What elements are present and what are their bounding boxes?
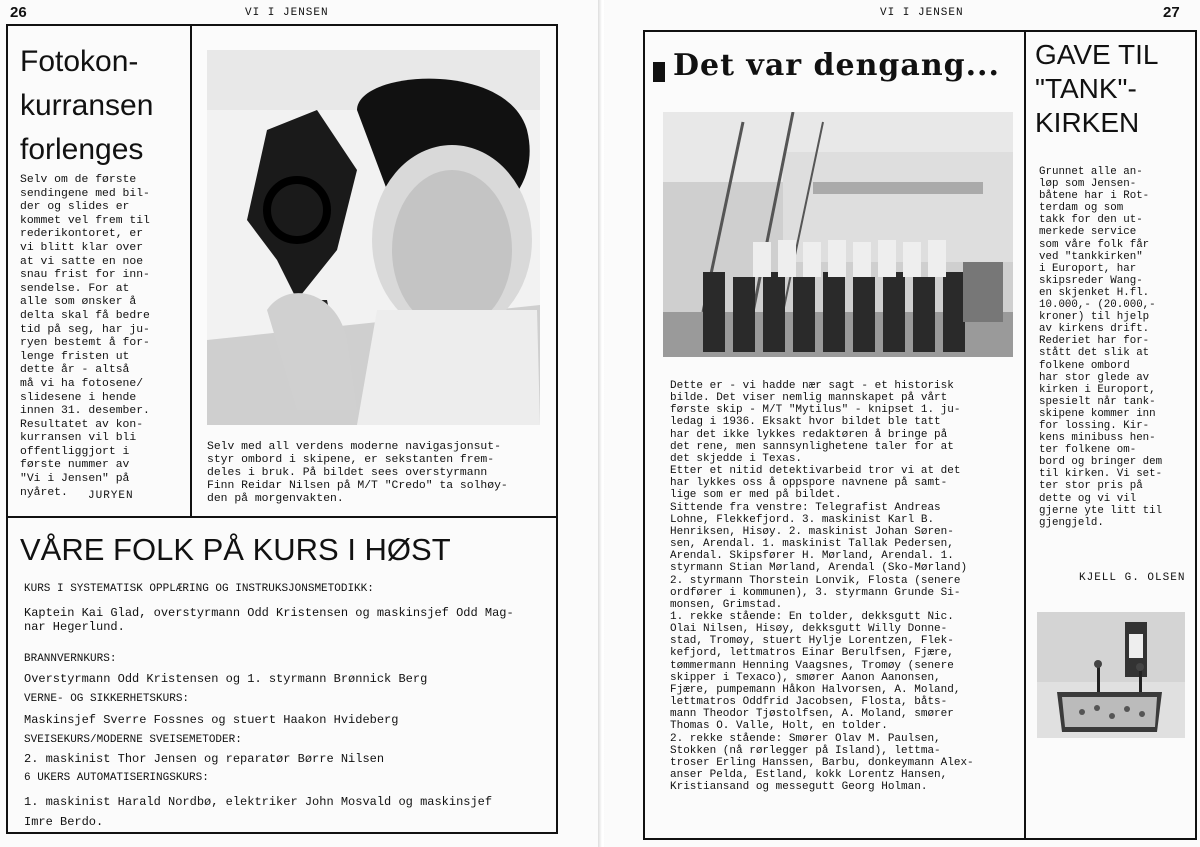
courses-headline: VÅRE FOLK PÅ KURS I HØST <box>20 532 451 567</box>
running-head: VI I JENSEN <box>880 7 964 19</box>
course-participants: 1. maskinist Harald Nordbø, elektriker John Mosvald og maskinsjef Imre Berdo. <box>24 795 493 829</box>
crew-photo <box>663 112 1013 357</box>
headline-line: forlenges <box>20 133 144 166</box>
headline-line: kurransen <box>20 89 154 122</box>
course-title: BRANNVERNKURS: <box>24 653 117 665</box>
running-head: VI I JENSEN <box>245 7 329 19</box>
course-participants: Kaptein Kai Glad, overstyrmann Odd Kristensen og maskinsjef Odd Mag- nar Hegerlund. <box>24 606 514 634</box>
column-divider <box>190 24 192 518</box>
contest-signature: JURYEN <box>88 490 134 502</box>
section-divider <box>6 516 558 518</box>
gift-headline <box>1035 38 1158 140</box>
headline-line: KIRKEN <box>1035 107 1140 138</box>
course-title: VERNE- OG SIKKERHETSKURS: <box>24 693 190 705</box>
sextant-caption: Selv med all verdens moderne navigasjonsut- styr ombord i skipene, er sekstanten frem- deles i bruk. På bildet sees overstyrmann Finn Reidar Nilsen på M/T "Credo" ta solhøy- den på morgenvakten. <box>207 441 508 505</box>
course-title: KURS I SYSTEMATISK OPPLÆRING OG INSTRUKSJONSMETODIKK: <box>24 583 374 595</box>
contest-body: Selv om de første sendingene med bil- der og slides er kommet vel frem til rederikontoret, er vi blitt klar over at vi satte en noe snau frist for inn- sendelse. For at alle som ønsker å delta skal få bedre tid på seg, har ju- ryen bestemt å for- lenge fristen ut dette år - altså må vi ha fotosene/ slidesene i hende innen 31. desember. Resultatet av kon- kurransen vil bli offentliggjort i første nummer av "Vi i Jensen" på nyåret. <box>20 174 150 499</box>
page-number: 26 <box>10 4 27 21</box>
course-participants: Overstyrmann Odd Kristensen og 1. styrmann Brønnick Berg <box>24 672 428 686</box>
contest-headline <box>20 40 153 172</box>
headline-line: Fotokon- <box>20 45 139 78</box>
right-page <box>605 0 1200 847</box>
church-photo-image <box>1037 612 1185 738</box>
history-headline-banner <box>653 48 1013 94</box>
course-participants: Maskinsjef Sverre Fossnes og stuert Haakon Hvideberg <box>24 713 399 727</box>
sextant-photo <box>207 50 540 425</box>
headline-block <box>653 62 665 82</box>
headline-line: GAVE TIL <box>1035 39 1159 70</box>
history-headline: Det var dengang... <box>673 48 1000 83</box>
course-title: 6 UKERS AUTOMATISERINGSKURS: <box>24 772 209 784</box>
gift-signature: KJELL G. OLSEN <box>1079 572 1186 584</box>
page-number: 27 <box>1163 4 1180 21</box>
course-participants: 2. maskinist Thor Jensen og reparatør Børre Nilsen <box>24 752 385 766</box>
column-divider <box>1024 30 1026 840</box>
course-title: SVEISEKURS/MODERNE SVEISEMETODER: <box>24 734 242 746</box>
church-photo <box>1037 612 1185 738</box>
history-body: Dette er - vi hadde nær sagt - et historisk bilde. Det viser nemlig mannskapet på vårt første skip - M/T "Mytilus" - knipset 1. ju- ledag i 1936. Eksakt hvor bildet ble tatt har det ikke lykkes redaktøren å bringe på det rene, men sannsynlighetene taler for at det skjedde i Texas. Etter et nitid detektivarbeid tror vi at det har lykkes oss å oppspore navnene på samt- lige som er med på bildet. Sittende fra venstre: Telegrafist Andreas Lohne, Flekkefjord. 3. maskinist Karl B. Henriksen, Hisøy. 2. maskinist Johan Søren- sen, Arendal. 1. maskinist Tallak Pedersen, Arendal. Skipsfører H. Mørland, Arendal. 1. styrmann Stian Mørland, Arendal (Sko-Mørland) 2. styrmann Thorstein Lonvik, Flosta (senere ordfører i kommunen), 3. styrmann Grunde Si- monsen, Grimstad. 1. rekke stående: En tolder, dekksgutt Nic. Olai Nilsen, Hisøy, dekksgutt Willy Donne- stad, Tromøy, stuert Hylje Lorentzen, Flek- kefjord, lettmatros Einar Berulfsen, Fjære, tømmermann Henning Vaagsnes, Tromøy (senere skipper i Texaco), smører Aanon Aanonsen, Fjære, pumpemann Håkon Halvorsen, A. Moland, lettmatros Oddfrid Jacobsen, Flosta, båts- mann Theodor Tjøstolfsen, A. Moland, smører Thomas O. Valle, Holt, en tolder. 2. rekke stående: Smører Olav M. Paulsen, Stokken (nå rørlegger på Island), lettma- troser Erling Hanssen, Barbu, donkeymann Alex- anser Pelda, Estland, kokk Lorentz Hansen, Kristiansand og messegutt Georg Holman. <box>670 380 974 794</box>
gift-body: Grunnet alle an- løp som Jensen- båtene har i Rot- terdam og som takk for den ut- merkede service som våre folk får ved "tankkirken" i Europort, har skipsreder Wang- en skjenket H.fl. 10.000,- (20.000,- kroner) til hjelp av kirkens drift. Rederiet har for- stått det slik at folkene ombord har stor glede av kirken i Europort, spesielt når tank- skipene kommer inn for lossing. Kir- kens minibuss hen- ter folkene om- bord og bringer dem til kirken. Vi set- ter stor pris på dette og vi vil gjerne yte litt til gjengjeld. <box>1039 166 1163 529</box>
headline-line: "TANK"- <box>1035 73 1137 104</box>
sextant-photo-image <box>207 50 540 425</box>
crew-photo-image <box>663 112 1013 357</box>
